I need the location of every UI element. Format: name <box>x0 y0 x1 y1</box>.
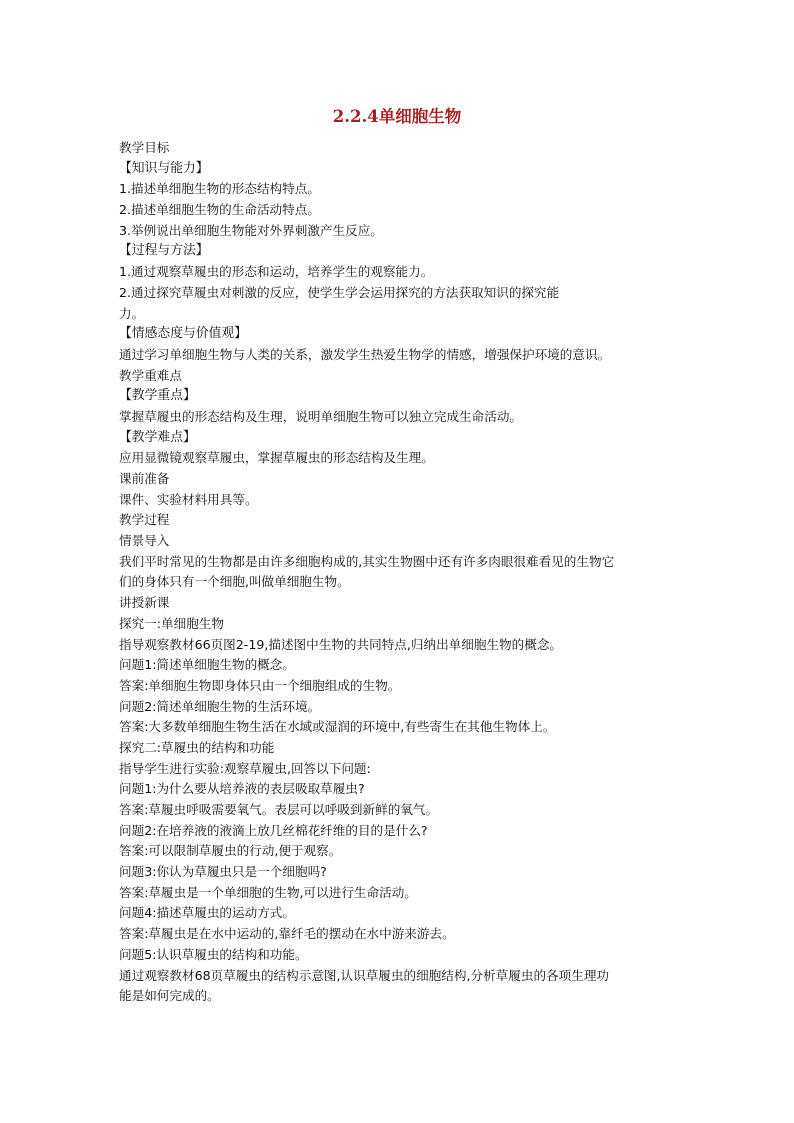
subheading-focus: 【教学重点】 <box>119 388 196 404</box>
section-heading-preparation: 课前准备 <box>119 471 170 486</box>
paragraph-line: 2.描述单细胞生物的生命活动特点。 <box>119 202 320 218</box>
subheading-process: 【过程与方法】 <box>119 243 209 259</box>
section-heading-process: 教学过程 <box>119 512 170 528</box>
section-heading-new-lesson: 讲授新课 <box>119 595 170 611</box>
document-title: 2.2.4单细胞生物 <box>332 107 462 126</box>
paragraph-line: 通过学习单细胞生物与人类的关系，激发学生热爱生物学的情感，增强保护环境的意识。 <box>119 346 611 362</box>
document-body <box>119 138 679 1007</box>
paragraph-line: 力。 <box>119 305 145 321</box>
paragraph-line: 能是如何完成的。 <box>119 988 220 1004</box>
paragraph-line: 指导观察教材66页图2-19,描述图中生物的共同特点,归纳出单细胞生物的概念。 <box>119 636 563 652</box>
answer-line: 答案:草履虫呼吸需要氧气。表层可以呼吸到新鲜的氧气。 <box>119 802 439 817</box>
paragraph-line: 1.通过观察草履虫的形态和运动，培养学生的观察能力。 <box>119 264 434 280</box>
question-line: 问题1:为什么要从培养液的表层吸取草履虫? <box>119 781 365 797</box>
paragraph-line: 掌握草履虫的形态结构及生理，说明单细胞生物可以独立完成生命活动。 <box>119 408 522 424</box>
paragraph-line: 我们平时常见的生物都是由许多细胞构成的,其实生物圈中还有许多肉眼很难看见的生物它 <box>119 553 615 569</box>
paragraph-line: 1.描述单细胞生物的形态结构特点。 <box>119 181 320 197</box>
paragraph-line: 3.举例说出单细胞生物能对外界刺激产生反应。 <box>119 222 383 238</box>
paragraph-line: 课件、实验材料用具等。 <box>119 491 258 507</box>
question-line: 问题2:简述单细胞生物的生活环境。 <box>119 698 321 714</box>
paragraph-line: 指导学生进行实验:观察草履虫,回答以下问题: <box>119 760 371 776</box>
section-heading-intro: 情景导入 <box>119 533 170 549</box>
question-line: 问题2:在培养液的液滴上放几丝棉花纤维的目的是什么? <box>119 822 428 838</box>
answer-line: 答案:草履虫是一个单细胞的生物,可以进行生命活动。 <box>119 884 417 900</box>
subheading-attitude: 【情感态度与价值观】 <box>119 326 247 342</box>
subheading-difficulty: 【教学难点】 <box>119 429 196 445</box>
section-heading-keypoints: 教学重难点 <box>119 367 182 383</box>
answer-line: 答案:可以限制草履虫的行动,便于观察。 <box>119 843 342 859</box>
section-heading-explore-1: 探究一:单细胞生物 <box>119 615 224 631</box>
question-line: 问题3:你认为草履虫只是一个细胞吗? <box>119 864 327 880</box>
answer-line: 答案:大多数单细胞生物生活在水域或湿润的环境中,有些寄生在其他生物体上。 <box>119 719 556 735</box>
question-line: 问题4:描述草履虫的运动方式。 <box>119 905 295 921</box>
subheading-knowledge: 【知识与能力】 <box>119 160 209 176</box>
paragraph-line: 2.通过探究草履虫对刺激的反应，使学生学会运用探究的方法获取知识的探究能 <box>119 284 560 300</box>
question-line: 问题5:认识草履虫的结构和功能。 <box>119 946 308 962</box>
paragraph-line: 应用显微镜观察草履虫，掌握草履虫的形态结构及生理。 <box>119 450 434 466</box>
paragraph-line: 们的身体只有一个细胞,叫做单细胞生物。 <box>119 574 350 590</box>
question-line: 问题1:简述单细胞生物的概念。 <box>119 657 295 673</box>
answer-line: 答案:单细胞生物即身体只由一个细胞组成的生物。 <box>119 677 401 693</box>
section-heading-explore-2: 探究二:草履虫的结构和功能 <box>119 739 275 755</box>
section-heading-objectives: 教学目标 <box>119 140 170 155</box>
paragraph-line: 通过观察教材68页草履虫的结构示意图,认识草履虫的细胞结构,分析草履虫的各项生理功 <box>119 967 610 983</box>
answer-line: 答案:草履虫是在水中运动的,靠纤毛的摆动在水中游来游去。 <box>119 926 455 942</box>
